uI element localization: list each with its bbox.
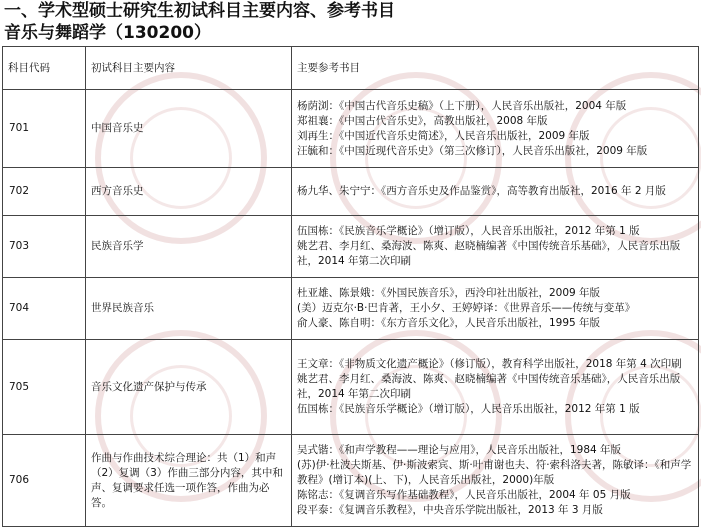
subject-name: 西方音乐史	[86, 168, 292, 216]
table-row	[3, 168, 699, 216]
book-entry: 吴式锴：《和声学教程——理论与应用》，人民音乐出版社，1984 年版	[297, 444, 622, 456]
column-header-content: 初试科目主要内容	[86, 47, 292, 90]
book-entry: 王文章：《非物质文化遗产概论》（修订版），教育科学出版社，2018 年第 4 次印刷	[297, 358, 682, 370]
book-entry: 郑祖襄：《中国古代音乐史》，高教出版社，2008 年版	[297, 114, 548, 127]
table-header-row	[3, 47, 699, 90]
subjects-table	[2, 46, 699, 527]
subject-name: 作曲与作曲技术综合理论：共（1）和声（2）复调（3）作曲三部分内容，其中和声、复调要求任选一项作答，作曲为必答。	[86, 435, 292, 527]
reference-books	[292, 435, 699, 527]
reference-books	[292, 168, 699, 216]
table-row	[3, 435, 699, 527]
subject-code: 704	[3, 278, 86, 340]
book-entry: 俞人豪、陈自明：《东方音乐文化》，人民音乐出版社，1995 年版	[297, 317, 601, 329]
subject-code: 705	[3, 340, 86, 435]
book-entry: 姚艺君、李月红、桑海波、陈爽、赵晓楠编著《中国传统音乐基础》，人民音乐出版社，2014 年第二次印刷	[297, 373, 681, 400]
book-entry: 伍国栋：《民族音乐学概论》（增订版），人民音乐出版社，2012 年第 1 版	[297, 403, 640, 415]
book-entry: 杨九华、朱宁宁：《西方音乐史及作品鉴赏》，高等教育出版社，2016 年 2 月版	[297, 185, 666, 197]
reference-books	[292, 278, 699, 340]
book-entry: 杨荫浏：《中国古代音乐史稿》（上下册），人民音乐出版社，2004 年版	[297, 99, 627, 112]
book-entry: 杜亚雄、陈景娥：《外国民族音乐》，西泠印社出版社，2009 年版	[297, 287, 601, 299]
book-entry: (美）迈克尔·B·巴肯著，王小夕、王婷婷译：《世界音乐——传统与变革》	[297, 302, 636, 314]
table-row	[3, 90, 699, 168]
book-entry: 段平泰：《复调音乐教程》，中央音乐学院出版社，2013 年 3 月版	[297, 504, 603, 516]
book-entry: 汪毓和：《中国近现代音乐史》（第三次修订），人民音乐出版社，2009 年版	[297, 144, 648, 157]
column-header-books: 主要参考书目	[292, 47, 699, 90]
subject-name: 世界民族音乐	[86, 278, 292, 340]
subject-code: 701	[3, 90, 86, 168]
major-heading: 音乐与舞蹈学（130200）	[4, 23, 211, 43]
book-entry: 刘再生：《中国近代音乐史简述》，人民音乐出版社，2009 年版	[297, 129, 590, 142]
table-row	[3, 278, 699, 340]
book-entry: 姚艺君、李月红、桑海波、陈爽、赵晓楠编著《中国传统音乐基础》，人民音乐出版社，2014 年第二次印刷	[297, 240, 681, 267]
book-entry: (苏)伊·杜波夫斯基、伊·斯波索宾、斯·叶甫谢也夫、符·索科洛夫著，陈敏译：《和声学教程》(增订本)(上、下)，人民音乐出版社，2000)年版	[297, 459, 692, 486]
column-header-code: 科目代码	[3, 47, 86, 90]
table-row	[3, 340, 699, 435]
subject-name: 中国音乐史	[86, 90, 292, 168]
section-heading: 一、学术型硕士研究生初试科目主要内容、参考书目	[4, 1, 395, 21]
book-entry: 伍国栋：《民族音乐学概论》（增订版），人民音乐出版社，2012 年第 1 版	[297, 225, 640, 237]
subject-code: 706	[3, 435, 86, 527]
reference-books	[292, 340, 699, 435]
reference-books	[292, 90, 699, 168]
reference-books	[292, 216, 699, 278]
subject-code: 702	[3, 168, 86, 216]
subject-name: 音乐文化遗产保护与传承	[86, 340, 292, 435]
subject-name: 民族音乐学	[86, 216, 292, 278]
subject-code: 703	[3, 216, 86, 278]
table-row	[3, 216, 699, 278]
book-entry: 陈铭志：《复调音乐写作基础教程》，人民音乐出版社，2004 年 05 月版	[297, 489, 631, 501]
